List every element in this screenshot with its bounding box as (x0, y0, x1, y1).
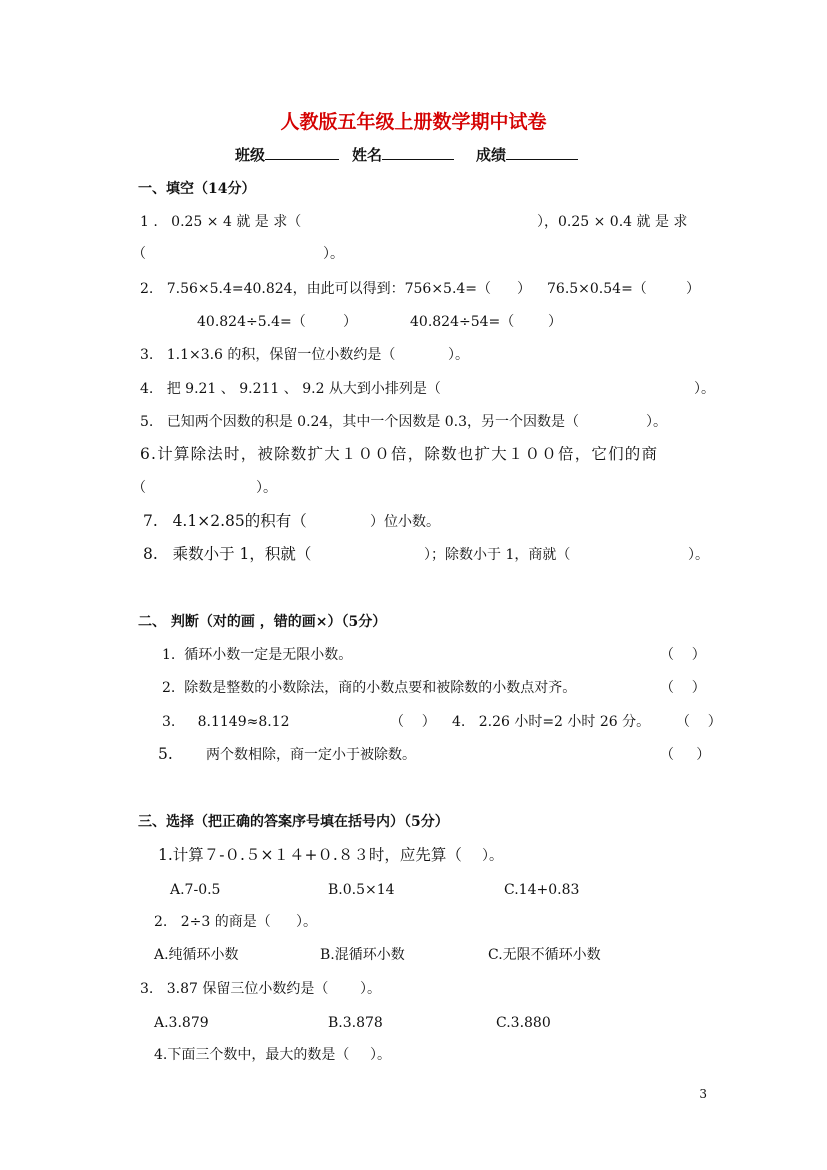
q5-part-a: 5. 已知两个因数的积是 0.24，其中一个因数是 0.3，另一个因数是（ (140, 414, 580, 430)
q2-part-c: 76.5×0.54=（ (547, 281, 647, 297)
class-field (235, 145, 339, 165)
choice-q1-option-a: A.7-0.5 (170, 882, 221, 898)
choice-q2-option-c: C.无限不循环小数 (488, 947, 601, 963)
judge-item-4-parens: （ ） (676, 714, 722, 730)
name-blank (382, 145, 454, 160)
judge-item-5: 两个数相除，商一定小于被除数。 (206, 747, 416, 763)
choice-q3-option-a: A.3.879 (154, 1015, 209, 1031)
q2-part-d: ） (686, 281, 700, 297)
choice-q1: 1.计算７-０.５×１４+０.８３时，应先算（ (158, 846, 462, 864)
judge-item-1: 1. 循环小数一定是无限小数。 (162, 647, 353, 663)
choice-q3-option-c: C.3.880 (496, 1015, 551, 1031)
q2-part-f: ） (343, 314, 357, 330)
judge-item-5-parens: （ ） (660, 747, 711, 763)
score-field (476, 145, 578, 165)
q1-part-a: 1 . 0.25 × 4 就 是 求（ (140, 214, 302, 230)
choice-q3: 3. 3.87 保留三位小数约是（ (140, 981, 329, 997)
choice-q3-option-b: B.3.878 (328, 1015, 383, 1031)
q2-part-e: 40.824÷5.4=（ (197, 314, 306, 330)
q4-part-a: 4. 把 9.21 、 9.211 、 9.2 从大到小排列是（ (140, 381, 441, 397)
judge-item-3-parens: （ ） (390, 714, 436, 730)
section2-heading: 二、 判断（对的画 ，错的画×）（5分） (138, 614, 387, 630)
q3-part-b: ）。 (448, 347, 469, 363)
q2-part-a: 2. 7.56×5.4=40.824，由此可以得到：756×5.4=（ (140, 281, 492, 297)
judge-item-2-parens: （ ） (660, 680, 706, 696)
choice-q1-option-b: B.0.5×14 (328, 882, 395, 898)
q1-part-d: ）。 (323, 246, 344, 262)
judge-item-4: 4. 2.26 小时=2 小时 26 分。 (452, 714, 651, 730)
judge-item-2: 2. 除数是整数的小数除法，商的小数点要和被除数的小数点对齐。 (162, 680, 577, 696)
q7-part-b: ）位小数。 (370, 514, 440, 530)
q3-part-a: 3. 1.1×3.6 的积，保留一位小数约是（ (140, 347, 396, 363)
choice-q1-option-c: C.14+0.83 (504, 882, 580, 898)
q1-part-b: ），0.25 × 0.4 就 是 求 (537, 214, 688, 230)
q2-part-h: ） (548, 314, 562, 330)
q7-part-a: 7. 4.1×2.85的积有（ (143, 512, 307, 530)
name-label: 姓名 (352, 146, 383, 164)
choice-q1-end: ）。 (482, 848, 503, 864)
name-field (352, 145, 454, 165)
q5-part-b: ）。 (646, 414, 667, 430)
q4-part-b: ）。 (694, 381, 715, 397)
page-title: 人教版五年级上册数学期中试卷 (280, 111, 547, 133)
q8-part-c: ）。 (688, 547, 709, 563)
class-label: 班级 (235, 146, 266, 164)
score-blank (506, 145, 578, 160)
q6-part-b: （ (132, 480, 146, 496)
q8-part-b: ）；除数小于 1，商就（ (424, 547, 571, 563)
choice-q2: 2. 2÷3 的商是（ (154, 914, 271, 930)
page-number: 3 (699, 1087, 707, 1101)
judge-item-1-parens: （ ） (660, 647, 706, 663)
choice-q4-end: ）。 (370, 1047, 391, 1063)
score-label: 成绩 (476, 146, 507, 164)
q1-part-c: （ (132, 246, 146, 262)
q6-part-a: 6.计算除法时，被除数扩大１００倍，除数也扩大１００倍，它们的商 (140, 445, 659, 463)
section1-heading: 一、填空（14分） (138, 181, 256, 197)
choice-q4: 4.下面三个数中，最大的数是（ (154, 1047, 350, 1063)
q2-part-g: 40.824÷54=（ (410, 314, 515, 330)
q6-part-c: ）。 (256, 480, 277, 496)
section3-heading: 三、选择（把正确的答案序号填在括号内）（5分） (138, 814, 449, 830)
choice-q2-option-b: B.混循环小数 (320, 947, 405, 963)
choice-q3-end: ）。 (360, 981, 381, 997)
judge-item-5-number: 5. (158, 745, 173, 763)
choice-q2-end: ）。 (296, 914, 317, 930)
q2-part-b: ） (517, 281, 531, 297)
choice-q2-option-a: A.纯循环小数 (154, 947, 239, 963)
class-blank (265, 145, 339, 160)
judge-item-3: 3. 8.1149≈8.12 (162, 714, 290, 730)
q8-part-a: 8. 乘数小于 1，积就（ (143, 545, 312, 563)
